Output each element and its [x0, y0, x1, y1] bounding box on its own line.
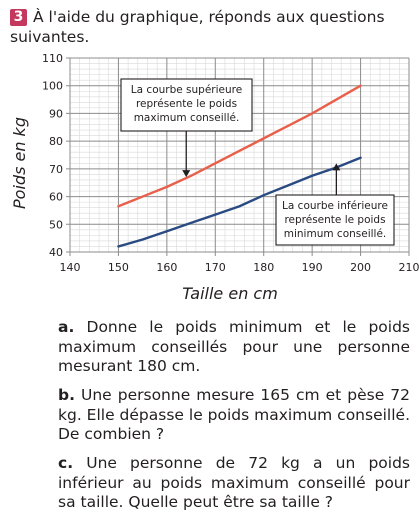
question-b-letter: b. [58, 386, 75, 404]
x-tick-label: 210 [398, 261, 419, 274]
x-tick-label: 170 [204, 261, 226, 274]
question-c-text: Une personne de 72 kg a un poids inférieur au poids maximum conseillé pour sa taille. Quelle peut être sa taille ? [58, 454, 410, 511]
annotation-upper-text: La courbe supérieure [130, 84, 243, 96]
y-tick-label: 40 [49, 246, 63, 259]
exercise-heading [10, 7, 410, 47]
question-c-letter: c. [58, 454, 74, 472]
question-a [58, 318, 410, 377]
x-tick-label: 140 [59, 261, 81, 274]
y-tick-label: 90 [49, 107, 63, 121]
question-b-text: Une personne mesure 165 cm et pèse 72 kg. Elle dépasse le poids maximum conseillé. De combien ? [58, 386, 410, 443]
x-tick-label: 160 [156, 261, 178, 274]
x-tick-label: 190 [301, 261, 323, 274]
question-a-letter: a. [58, 318, 75, 336]
y-tick-label: 60 [49, 190, 63, 204]
question-c [58, 454, 410, 513]
y-tick-label: 80 [49, 135, 63, 149]
question-a-text: Donne le poids minimum et le poids maximum conseillés pour une personne mesurant 180 cm. [58, 318, 410, 375]
y-tick-label: 100 [42, 79, 63, 93]
y-axis-label: Poids en kg [10, 117, 29, 209]
x-tick-label: 150 [107, 261, 129, 274]
y-tick-label: 50 [49, 218, 63, 232]
annotation-upper [121, 79, 252, 177]
annotation-lower-text: représente le poids [284, 214, 386, 226]
x-axis-label: Taille en cm [182, 284, 278, 303]
annotation-upper-text: représente le poids [135, 98, 238, 110]
x-tick-label: 180 [253, 261, 275, 274]
exercise-instruction: À l'aide du graphique, réponds aux questions suivantes. [10, 8, 385, 46]
weight-height-chart [0, 48, 419, 310]
annotation-lower-text: minimum conseillé. [283, 228, 387, 240]
annotation-upper-text: maximum conseillé. [133, 112, 240, 124]
annotation-lower-text: La courbe inférieure [282, 200, 388, 212]
y-tick-label: 110 [42, 52, 63, 65]
y-tick-label: 70 [49, 162, 63, 176]
chart-y-tick-labels [42, 52, 63, 259]
chart-x-tick-labels [60, 261, 419, 274]
exercise-number-badge: 3 [10, 9, 27, 26]
x-tick-label: 200 [350, 261, 372, 274]
annotation-lower [276, 163, 394, 245]
question-b [58, 386, 410, 445]
